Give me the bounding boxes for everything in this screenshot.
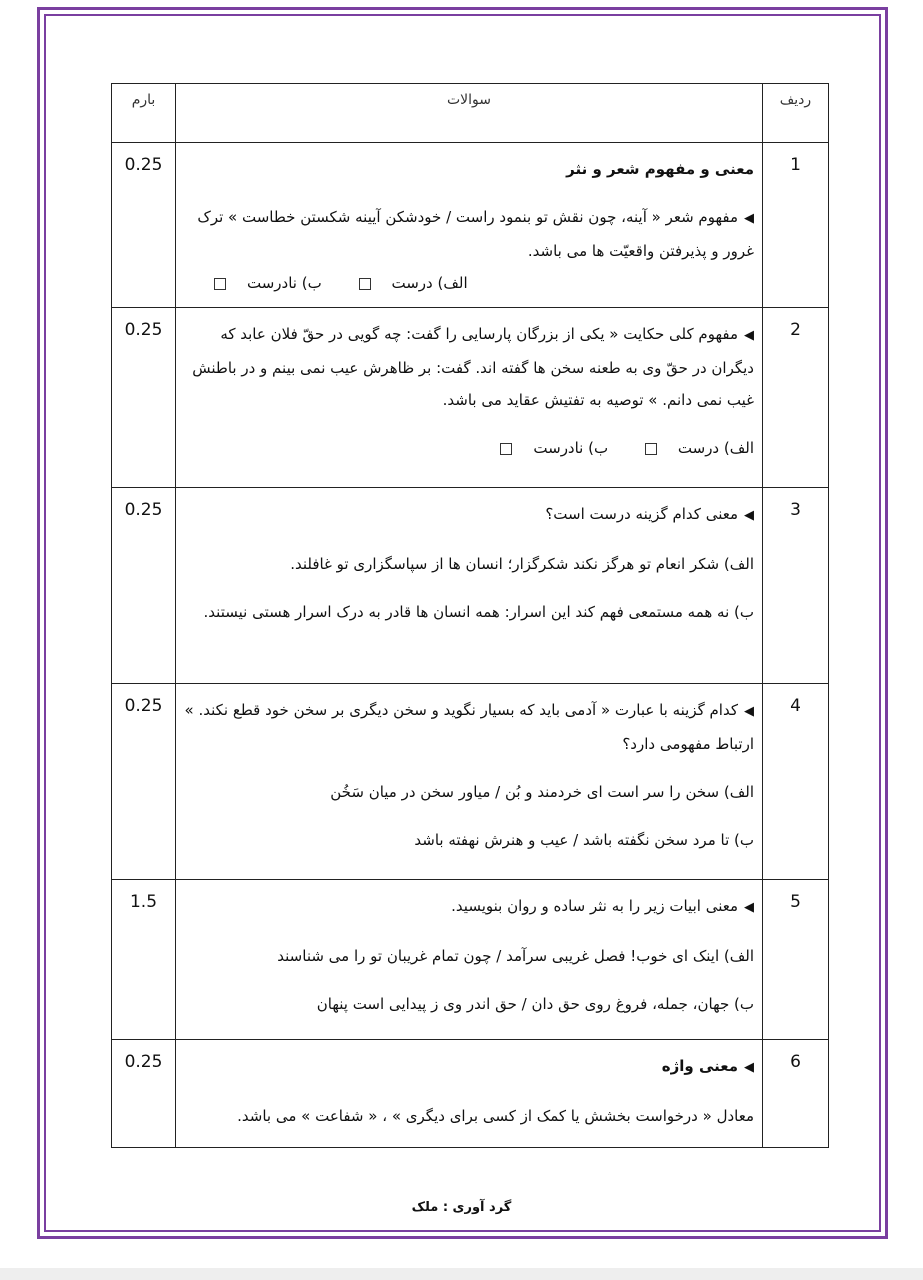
bottom-strip [0,1268,923,1280]
option-false[interactable]: ب) نادرست [484,439,608,457]
question-text: مفهوم کلی حکایت « یکی از بزرگان پارسایی را گفت: چه گویی در حقّ فلان عابد که دیگران در حقّ وی به طعنه سخن ها گفته اند. گفت: بر ظاهرش عیب نمی بینم و در باطنش غیب نمی دانم. » توصیه به تفتیش عقاید می باشد. [192,325,754,409]
table-row [112,143,829,308]
score-value: 0.25 [112,488,176,684]
question-cell [176,684,763,880]
footer-credit: گرد آوری : ملک [411,1200,512,1215]
question-text: معادل « درخواست بخشش یا کمک از کسی برای دیگری » ، « شفاعت » می باشد. [237,1107,754,1125]
option-b: ب) نه همه مستمعی فهم کند این اسرار: همه انسان ها قادر به درک اسرار هستی نیستند. [203,603,754,621]
table-row [112,880,829,1040]
checkbox-icon[interactable] [500,443,512,455]
score-value: 0.25 [112,684,176,880]
checkbox-icon[interactable] [359,278,371,290]
question-text: مفهوم شعر « آینه، چون نقش تو بنمود راست / خودشکن آیینه شکستن خطاست » ترک غرور و پذیرفتن واقعیّت ها می باشد. [197,208,754,260]
option-false[interactable]: ب) نادرست [198,274,322,292]
row-number: 3 [763,488,829,684]
row-number: 5 [763,880,829,1040]
row-number: 2 [763,308,829,488]
question-title: معنی واژه [661,1057,738,1075]
row-number: 1 [763,143,829,308]
triangle-bullet-icon: ◀ [744,211,754,226]
question-cell [176,488,763,684]
option-b: ب) تا مرد سخن نگفته باشد / عیب و هنرش نهفته باشد [414,831,754,849]
table-header-row [112,84,829,143]
option-a: الف) شکر انعام تو هرگز نکند شکرگزار؛ انسان ها از سپاسگزاری تو غافلند. [290,555,754,573]
score-value: 1.5 [112,880,176,1040]
question-text: معنی ابیات زیر را به نثر ساده و روان بنویسید. [451,897,738,915]
triangle-bullet-icon: ◀ [744,328,754,343]
table-row [112,684,829,880]
question-text: کدام گزینه با عبارت « آدمی باید که بسیار نگوید و سخن دیگری بر سخن خود قطع نکند. » ارتباط مفهومی دارد؟ [184,701,754,753]
question-cell [176,880,763,1040]
option-true[interactable]: الف) درست [343,274,468,292]
score-value: 0.25 [112,1040,176,1148]
score-value: 0.25 [112,308,176,488]
question-cell [176,308,763,488]
option-a: الف) اینک ای خوب! فصل غریبی سرآمد / چون تمام غریبان تو را می شناسند [277,947,754,965]
question-cell [176,143,763,308]
header-score: بارم [112,84,176,143]
triangle-bullet-icon: ◀ [744,900,754,915]
table-row [112,308,829,488]
question-text: معنی کدام گزینه درست است؟ [545,505,738,523]
score-value: 0.25 [112,143,176,308]
option-true[interactable]: الف) درست [629,439,754,457]
header-row-number: ردیف [763,84,829,143]
option-a: الف) سخن را سر است ای خردمند و بُن / میاور سخن در میان سَخُن [330,783,754,801]
question-title: معنی و مفهوم شعر و نثر [566,160,754,178]
triangle-bullet-icon: ◀ [744,704,754,719]
row-number: 6 [763,1040,829,1148]
option-b: ب) جهان، جمله، فروغ روی حق دان / حق اندر وی ز پیدایی است پنهان [316,995,754,1013]
triangle-bullet-icon: ◀ [744,508,754,523]
header-questions: سوالات [176,84,763,143]
triangle-bullet-icon: ◀ [744,1060,754,1075]
checkbox-icon[interactable] [214,278,226,290]
row-number: 4 [763,684,829,880]
table-row [112,1040,829,1148]
table-row [112,488,829,684]
checkbox-icon[interactable] [645,443,657,455]
exam-table [111,83,829,1148]
question-cell [176,1040,763,1148]
